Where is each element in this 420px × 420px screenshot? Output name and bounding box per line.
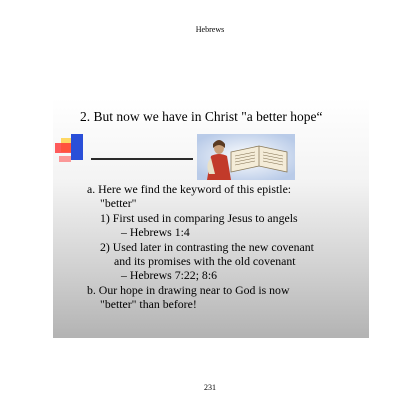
title-rule-right	[293, 158, 357, 159]
outline-item-a-continued: "better"	[100, 196, 137, 211]
outline-item-a2-reference: – Hebrews 7:22; 8:6	[121, 268, 217, 283]
slide-outline	[87, 182, 367, 312]
outline-item-b-continued: "better" than before!	[100, 297, 197, 312]
color-blocks-decoration	[53, 132, 113, 172]
outline-item-a2: 2) Used later in contrasting the new covenant	[100, 239, 314, 254]
title-rule-left	[91, 158, 193, 160]
outline-item-b: b. Our hope in drawing near to God is now	[87, 282, 290, 297]
outline-item-a: a. Here we find the keyword of this epistle:	[87, 182, 292, 196]
page-header: Hebrews	[195, 25, 225, 34]
outline-item-a2-continued: and its promises with the old covenant	[114, 254, 296, 269]
scroll-reader-clipart	[197, 134, 295, 180]
blue-block	[71, 134, 83, 160]
page-number: 231	[204, 383, 216, 392]
outline-item-a1: 1) First used in comparing Jesus to angels	[100, 210, 298, 225]
red-block	[55, 143, 71, 153]
slide-title: 2. But now we have in Christ "a better hope“	[80, 109, 323, 124]
outline-item-a1-reference: – Hebrews 1:4	[121, 225, 190, 240]
red-accent-block	[59, 156, 71, 162]
slide	[53, 98, 369, 338]
